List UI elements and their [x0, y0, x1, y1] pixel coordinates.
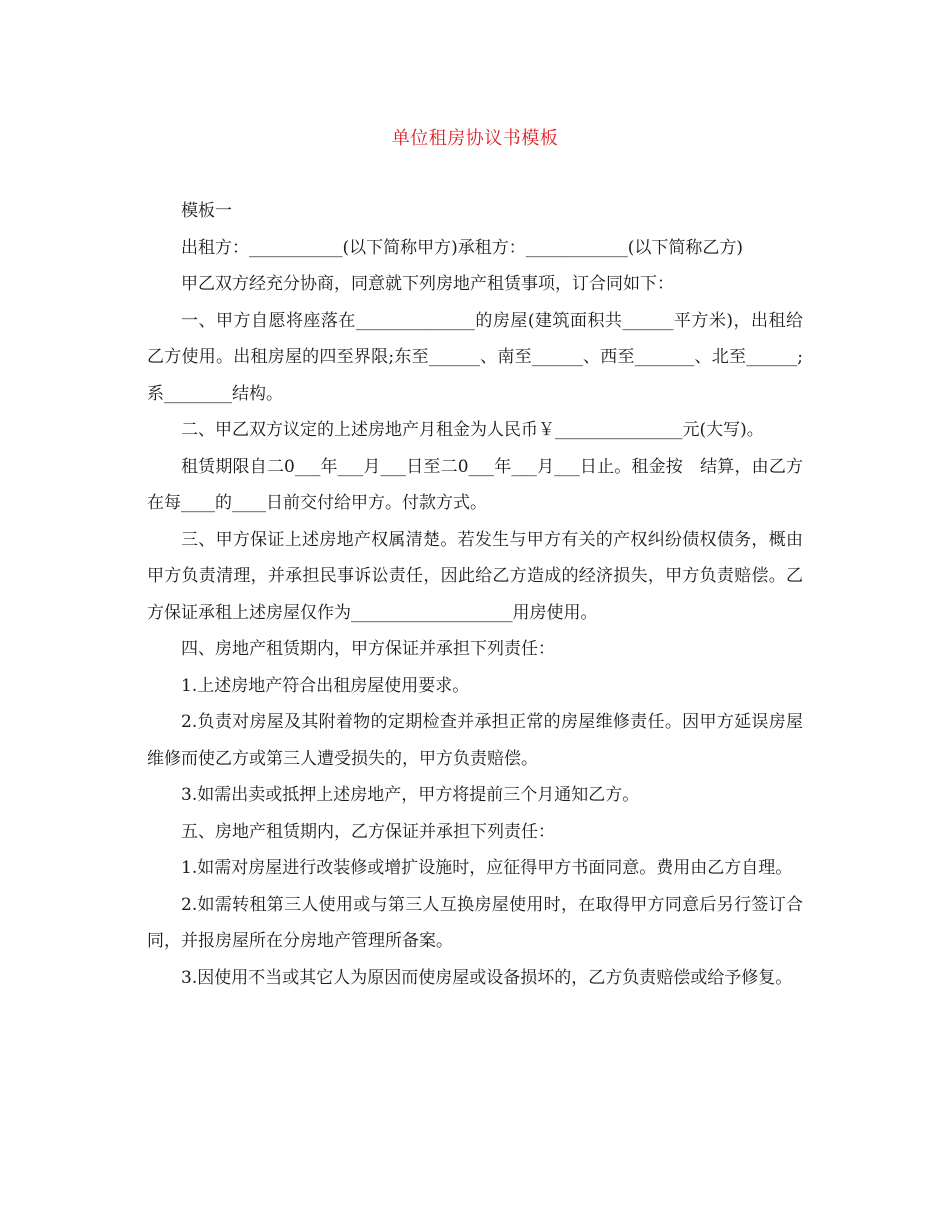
parties-line: 出租方：___________(以下简称甲方)承租方：____________(以下简称乙方)	[181, 237, 744, 258]
document-title: 单位租房协议书模板	[391, 128, 559, 149]
clause-4-heading: 四、房地产租赁期内，甲方保证并承担下列责任：	[181, 639, 555, 659]
clause-4-item-1: 1.上述房地产符合出租房屋使用要求。	[181, 675, 470, 696]
clause-5-item-3: 3.因使用不当或其它人为原因而使房屋或设备损坏的，乙方负责赔偿或给予修复。	[181, 967, 793, 988]
document-body	[147, 193, 803, 996]
lease-term-paragraph: 租赁期限自二0___年___月___日至二0___年___月___日止。租金按 结算，由乙方在每____的____日前交付给甲方。付款方式。	[147, 456, 803, 513]
intro-paragraph: 甲乙双方经充分协商，同意就下列房地产租赁事项，订合同如下：	[181, 274, 674, 294]
clause-2: 二、甲乙双方议定的上述房地产月租金为人民币￥_______________元(大写)。	[181, 420, 764, 440]
clause-1: 一、甲方自愿将座落在______________的房屋(建筑面积共______平方米)，出租给乙方使用。出租房屋的四至界限;东至______、南至______、西至_______、北至______;系________结构。	[147, 310, 803, 404]
clause-5-item-1: 1.如需对房屋进行改装修或增扩设施时，应征得甲方书面同意。费用由乙方自理。	[181, 858, 793, 878]
clause-4-item-3: 3.如需出卖或抵押上述房地产，甲方将提前三个月通知乙方。	[181, 785, 640, 805]
clause-5-item-2: 2.如需转租第三人使用或与第三人互换房屋使用时，在取得甲方同意后另行签订合同，并报房屋所在分房地产管理所备案。	[147, 894, 803, 951]
clause-4-item-2: 2.负责对房屋及其附着物的定期检查并承担正常的房屋维修责任。因甲方延误房屋维修而使乙方或第三人遭受损失的，甲方负责赔偿。	[147, 712, 803, 769]
template-label: 模板一	[181, 201, 232, 221]
clause-5-heading: 五、房地产租赁期内，乙方保证并承担下列责任：	[181, 821, 555, 842]
clause-3: 三、甲方保证上述房地产权属清楚。若发生与甲方有关的产权纠纷债权债务，概由甲方负责清理，并承担民事诉讼责任，因此给乙方造成的经济损失，甲方负责赔偿。乙方保证承租上述房屋仅作为___________________用房使用。	[147, 529, 803, 623]
